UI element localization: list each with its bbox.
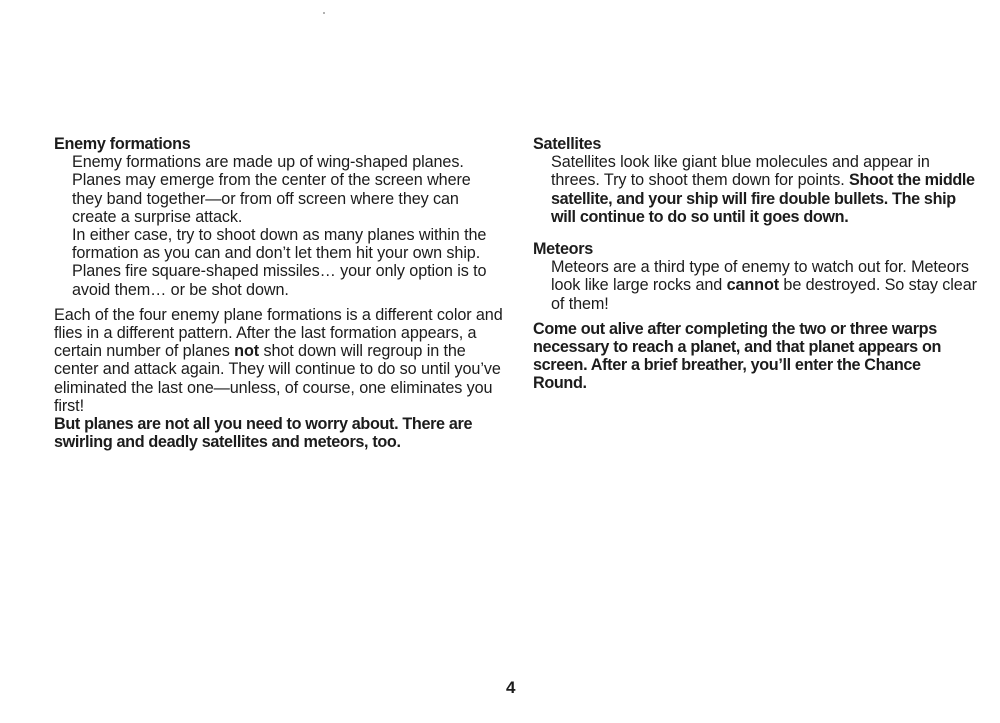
paragraph-3-emphasis: not [234,342,260,361]
left-column [54,135,504,451]
page-number: 4 [506,678,516,697]
enemy-formations-heading: Enemy formations [54,135,191,153]
meteors-text-end: be destroyed. So stay clear of them! [551,276,977,313]
meteors-emphasis: cannot [726,276,780,295]
satellites-text: Satellites look like giant blue molecules and appear in threes. Try to shoot them down for points. [551,153,930,190]
scan-speck [323,12,325,14]
meteors-body [533,258,978,313]
paragraph-3-text-end: shot down will regroup in the center and attack again. They will continue to do so until you’ve eliminated the last one—unless, of course, one eliminates you first! [54,342,501,415]
meteors-heading: Meteors [533,240,593,259]
satellites-body [533,153,978,226]
paragraph-3-text-start: Each of the four enemy plane formations is a different color and flies in a different pattern. After the last formation appears, a certain number of planes [54,305,503,361]
enemy-formations-body [54,153,504,299]
satellites-paragraph [551,153,978,226]
satellites-heading: Satellites [533,135,602,153]
meteors-text-start: Meteors are a third type of enemy to watch out for. Meteors look like large rocks and [551,258,969,295]
satellites-emphasis: Shoot the middle satellite, and your ship will fire double bullets. The ship will continue to do so until it goes down. [551,171,975,226]
right-closing-paragraph: Come out alive after completing the two or three warps necessary to reach a planet, and that planet appears on screen. After a brief breather, you’ll enter the Chance Round. [533,319,942,393]
enemy-formations-paragraph-1: Enemy formations are made up of wing-shaped planes. Planes may emerge from the center of the screen where they band together—or from off screen where they can create a surprise attack. [72,153,471,226]
right-column [533,135,978,393]
enemy-formations-paragraph-2: In either case, try to shoot down as many planes within the formation as you can and don’t let them hit your own ship. Planes fire square-shaped missiles… your only option is to avoid them… or be shot down. [72,226,487,299]
meteors-paragraph [551,258,978,313]
enemy-formations-paragraph-3 [54,306,504,415]
left-closing-paragraph: But planes are not all you need to worry about. There are swirling and deadly satellites and meteors, too. [54,415,473,452]
